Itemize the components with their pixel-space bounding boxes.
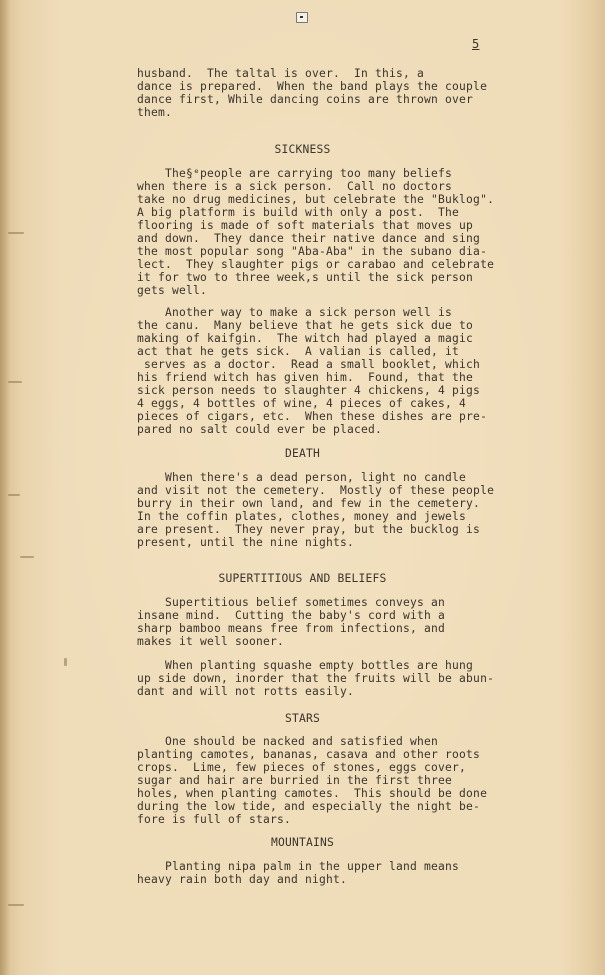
text-line: dant and will not rotts easily.: [137, 685, 355, 698]
text-line: insane mind. Cutting the baby's cord with a: [137, 609, 446, 622]
text-line: serves as a doctor. Read a small booklet, which: [137, 358, 481, 371]
text-line: present, until the nine nights.: [137, 536, 355, 549]
text-line: In the coffin plates, clothes, money and jewels: [137, 510, 467, 523]
section-heading-superstitions: SUPERTITIOUS AND BELIEFS: [218, 572, 387, 585]
text-line: it for two to three week,s until the sick person: [137, 271, 474, 284]
text-line: husband. The taltal is over. In this, a: [137, 67, 425, 80]
text-line: the canu. Many believe that he gets sick due to: [137, 319, 474, 332]
text-line: flooring is made of soft materials that moves up: [137, 219, 474, 232]
text-line: sick person needs to slaughter 4 chickens, 4 pigs: [137, 384, 481, 397]
text-line: making of kaifgin. The witch had played a magic: [137, 332, 474, 345]
text-line: crops. Lime, few pieces of stones, eggs cover,: [137, 761, 467, 774]
text-line: them.: [137, 106, 173, 119]
text-line: When planting squashe empty bottles are hung: [137, 659, 474, 672]
text-line: Another way to make a sick person well is: [137, 306, 453, 319]
staple-icon: [296, 12, 308, 23]
text-line: take no drug medicines, but celebrate the "Buklog".: [137, 193, 495, 206]
text-line: The§ᵉpeople are carrying too many beliefs: [137, 167, 453, 180]
text-line: dance first, While dancing coins are thrown over: [137, 93, 474, 106]
text-line: gets well.: [137, 284, 208, 297]
text-line: sugar and hair are burried in the first three: [137, 774, 453, 787]
text-line: are present. They never pray, but the bucklog is: [137, 523, 481, 536]
text-line: lect. They slaughter pigs or carabao and celebrate: [137, 258, 495, 271]
section-heading-stars: STARS: [284, 712, 320, 725]
text-line: One should be nacked and satisfied when: [137, 735, 439, 748]
text-line: planting camotes, bananas, casava and other roots: [137, 748, 481, 761]
text-line: fore is full of stars.: [137, 813, 292, 826]
text-line: up side down, inorder that the fruits will be abun-: [137, 672, 495, 685]
text-line: during the low tide, and especially the night be-: [137, 800, 481, 813]
text-line: Supertitious belief sometimes conveys an: [137, 596, 446, 609]
text-line: sharp bamboo means free from infections, and: [137, 622, 446, 635]
margin-mark: [20, 556, 34, 558]
text-line: act that he gets sick. A valian is called, it: [137, 345, 460, 358]
page-number: 5: [472, 37, 480, 51]
text-line: holes, when planting camotes. This should be done: [137, 787, 488, 800]
text-line: the most popular song "Aba-Aba" in the subano dia-: [137, 245, 488, 258]
text-line: pared no salt could ever be placed.: [137, 423, 383, 436]
text-line: and visit not the cemetery. Mostly of these people: [137, 484, 495, 497]
margin-mark: [64, 658, 67, 666]
text-line: heavy rain both day and night.: [137, 873, 348, 886]
margin-mark: [8, 904, 24, 906]
text-line: 4 eggs, 4 bottles of wine, 4 pieces of cakes, 4: [137, 397, 467, 410]
text-line: pieces of cigars, etc. When these dishes are pre-: [137, 410, 488, 423]
text-line: and down. They dance their native dance and sing: [137, 232, 481, 245]
text-line: makes it well sooner.: [137, 635, 285, 648]
section-heading-death: DEATH: [284, 447, 320, 460]
text-line: when there is a sick person. Call no doctors: [137, 180, 453, 193]
text-line: A big platform is build with only a post. The: [137, 206, 460, 219]
text-line: dance is prepared. When the band plays the couple: [137, 80, 488, 93]
text-line: When there's a dead person, light no candle: [137, 471, 467, 484]
section-heading-sickness: SICKNESS: [274, 143, 331, 156]
margin-mark: [8, 381, 22, 383]
text-line: his friend witch has given him. Found, that the: [137, 371, 474, 384]
section-heading-mountains: MOUNTAINS: [270, 836, 334, 849]
margin-mark: [8, 232, 24, 234]
text-line: burry in their own land, and few in the cemetery.: [137, 497, 481, 510]
margin-mark: [8, 494, 20, 496]
text-line: Planting nipa palm in the upper land means: [137, 860, 460, 873]
